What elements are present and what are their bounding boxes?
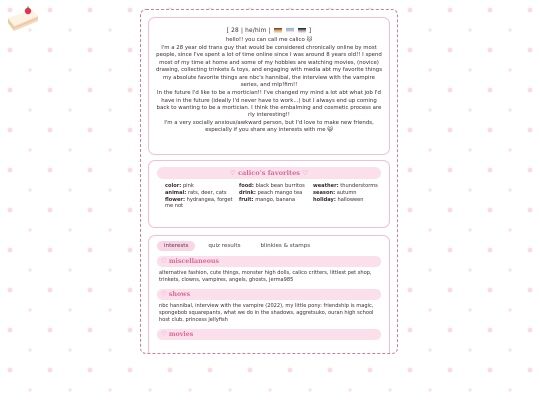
fav-item: holiday: halloween — [313, 196, 364, 203]
fav-item: flower: hydrangea, forget me not — [165, 196, 233, 210]
cake-icon — [6, 4, 40, 32]
tab-quiz-results[interactable]: quiz results — [208, 243, 241, 249]
fav-item: color: pink — [165, 183, 194, 189]
fav-item: food: black bean burritos — [239, 183, 305, 189]
section-body-miscellaneous: alternative fashion, cute things, monster high dolls, calico critters, littlest pet shop, trinkets, clowns, vampires, angels, ghosts, jerma985 — [159, 270, 372, 283]
intro-paragraph: my absolute favorite things are nbc's hannibal, the interview with the vampire series, and mlp!fim!! — [163, 75, 375, 89]
section-body-shows: nbc hannibal, interview with the vampire (2022), my little pony: friendship is magic, spongebob squarepants, what we do in the shadows, aggretsuko, ouran high school host club, princess jellyfish — [159, 302, 374, 323]
tab-blinkies-stamps[interactable]: blinkies & stamps — [260, 243, 311, 249]
intro-panel — [148, 17, 390, 155]
tagline — [155, 28, 383, 34]
favorites-col-3 — [313, 183, 385, 210]
section-title-movies: ♡ movies — [157, 329, 381, 340]
intro-paragraph: I'm a very socially anxious/awkward person, but I'd love to make new friends, especially if you share any interests with me 😺 — [164, 120, 374, 134]
tab-bar — [157, 241, 381, 251]
fav-item: weather: thunderstorms — [313, 183, 378, 189]
fav-item: drink: peach mango tea — [239, 189, 303, 196]
flag-bear-icon — [274, 28, 282, 33]
flag-trans-icon — [286, 28, 294, 33]
favorites-grid — [157, 183, 381, 210]
flag-misc-icon — [298, 28, 306, 33]
interests-panel — [148, 235, 390, 353]
favorites-title: ♡ calico's favorites ♡ — [157, 167, 381, 179]
favorites-panel — [148, 160, 390, 228]
fav-item: fruit: mango, banana — [239, 196, 296, 203]
tagline-end: ] — [308, 28, 312, 34]
favorites-col-1 — [165, 183, 237, 210]
intro-paragraph: hello!! you can call me calico 🐱 — [225, 37, 313, 43]
fav-item: season: autumn — [313, 189, 357, 196]
intro-paragraph: In the future I'd like to be a mortician!! I've changed my mind a lot abt what job I'd have in the future (ideally I'd never have to work...) but I always end up coming back to wanting to be a mortician. I think the embalming and cosmetic process are rly interesting!! — [156, 90, 382, 119]
tab-interests[interactable]: interests — [157, 241, 195, 251]
section-title-shows: ♡ shows — [157, 289, 381, 300]
intro-paragraph: I'm a 28 year old trans guy that would be considered chronically online by most people, since I've spent a lot of time online since I was around 8 years old!! I spend most of my time at home and some of my hobbies are watching movies, (novice) drawing, collecting trinkets & toys, and engaging with media abt my favorite things — [155, 45, 383, 73]
section-title-miscellaneous: ♡ miscellaneous — [157, 256, 381, 267]
fav-item: animal: rats, deer, cats — [165, 189, 227, 196]
favorites-col-2 — [239, 183, 311, 210]
tagline-text: [ 28 | he/him | — [226, 28, 273, 34]
